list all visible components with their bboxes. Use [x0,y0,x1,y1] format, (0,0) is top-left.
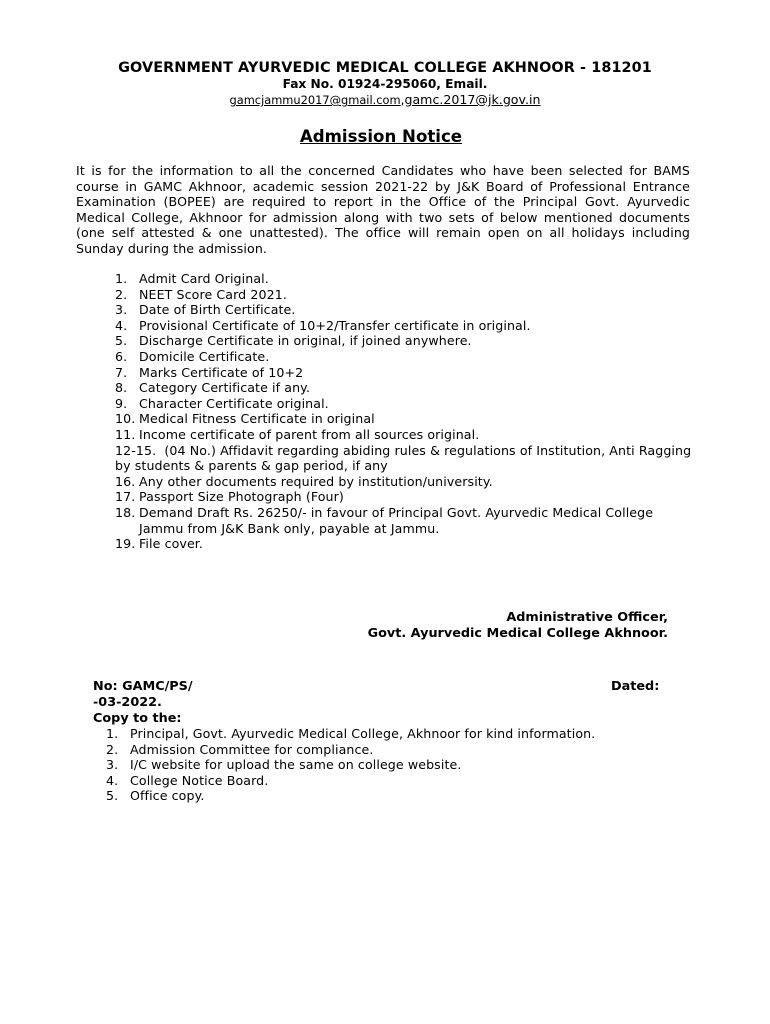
list-item-text: Income certificate of parent from all sources original. [139,426,480,442]
email-link-jk-gov[interactable]: gamc.2017@jk.gov.in [404,92,541,107]
list-item-number: 10. [115,411,136,427]
college-name-heading: GOVERNMENT AYURVEDIC MEDICAL COLLEGE AKHNOOR - 181201 [118,60,652,76]
list-item-text: Discharge Certificate in original, if joined anywhere. [139,333,472,349]
list-item [115,536,695,552]
list-item [106,726,706,742]
list-item [115,474,695,490]
list-item [115,411,695,427]
list-item-number: 1. [115,271,128,286]
email-separator: , [400,93,405,107]
email-link-gmail[interactable]: gamcjammu2017@gmail.com [229,93,401,107]
reference-number: No: GAMC/PS/ [93,679,193,694]
list-item [106,788,706,804]
list-item [115,443,695,474]
list-item-text: College Notice Board. [130,772,269,788]
list-item-text: Office copy. [130,788,205,804]
list-item-number: 5. [106,788,119,804]
list-item [106,742,706,758]
list-item-text: Any other documents required by institution/university. [139,473,493,489]
list-item [115,318,695,334]
list-item [115,380,695,396]
dated-label: Dated: [611,679,660,694]
date-value: -03-2022. [93,695,162,710]
list-item-number: 4. [115,317,128,333]
list-item-number: 1. [106,726,119,741]
list-item-number: 9. [115,395,128,411]
list-item-number: 5. [115,333,128,349]
list-item-text: Admission Committee for compliance. [130,741,374,757]
list-item [115,396,695,412]
list-item-text: I/C website for upload the same on college website. [130,757,462,773]
list-item [115,302,695,318]
list-item [115,489,695,505]
list-item-number: 3. [106,757,119,773]
list-item-text: Demand Draft Rs. 26250/- in favour of Principal Govt. Ayurvedic Medical College Jammu from J&K Bank only, payable at Jammu. [139,504,654,536]
list-item-number: 4. [106,772,119,788]
list-item [115,427,695,443]
email-line [0,92,770,107]
notice-title: Admission Notice [299,127,463,146]
documents-list [115,271,695,552]
list-item [115,505,695,536]
list-item-text: Character Certificate original. [139,395,329,411]
list-item-number: 2. [106,741,119,757]
list-item [106,773,706,789]
list-item-text: Passport Size Photograph (Four) [139,489,344,505]
intro-paragraph: It is for the information to all the concerned Candidates who have been selected for BAMS course in GAMC Akhnoor, academic session 2021-22 by J&K Board of Professional Entrance Examination (BOPEE) are required to report in the Office of the Principal Govt. Ayurvedic Medical College, Akhnoor for admission along with two sets of below mentioned documents (one self attested & one unattested). The office will remain open on all holidays including Sunday during the admission. [76,163,690,256]
list-item-number: 11. [115,426,136,442]
list-item-text: Category Certificate if any. [139,380,311,396]
list-item-text: Provisional Certificate of 10+2/Transfer certificate in original. [139,317,531,333]
list-item-text: NEET Score Card 2021. [139,286,287,302]
list-item-text: Domicile Certificate. [139,348,270,364]
list-item [115,349,695,365]
list-item-number: 19. [115,536,136,552]
copy-list [106,726,706,804]
list-item-text: Marks Certificate of 10+2 [139,364,304,380]
list-item-text: Admit Card Original. [139,271,269,286]
list-item-number: 17. [115,489,136,505]
list-item-text: File cover. [139,536,204,552]
list-item [115,287,695,303]
list-item-number: 3. [115,302,128,318]
list-item-text: (04 No.) Affidavit regarding abiding rules & regulations of Institution, Anti Ragging by students & parents & gap period, if any [115,442,692,474]
list-item-number: 18. [115,504,136,520]
signatory-organization: Govt. Ayurvedic Medical College Akhnoor. [367,626,668,641]
copy-to-heading: Copy to the: [93,711,182,726]
list-item-text: Medical Fitness Certificate in original [139,411,375,427]
fax-line: Fax No. 01924-295060, Email. [282,77,488,91]
list-item-text: Principal, Govt. Ayurvedic Medical College, Akhnoor for kind information. [130,726,596,741]
list-item-number: 8. [115,380,128,396]
list-item [106,757,706,773]
list-item-number: 16. [115,473,136,489]
list-item [115,365,695,381]
signatory-title: Administrative Officer, [506,610,668,625]
list-item-number: 6. [115,348,128,364]
list-item-number: 2. [115,286,128,302]
list-item-number: 7. [115,364,128,380]
list-item-text: Date of Birth Certificate. [139,302,296,318]
list-item-number: 12-15. [115,442,157,458]
list-item [115,271,695,287]
list-item [115,333,695,349]
